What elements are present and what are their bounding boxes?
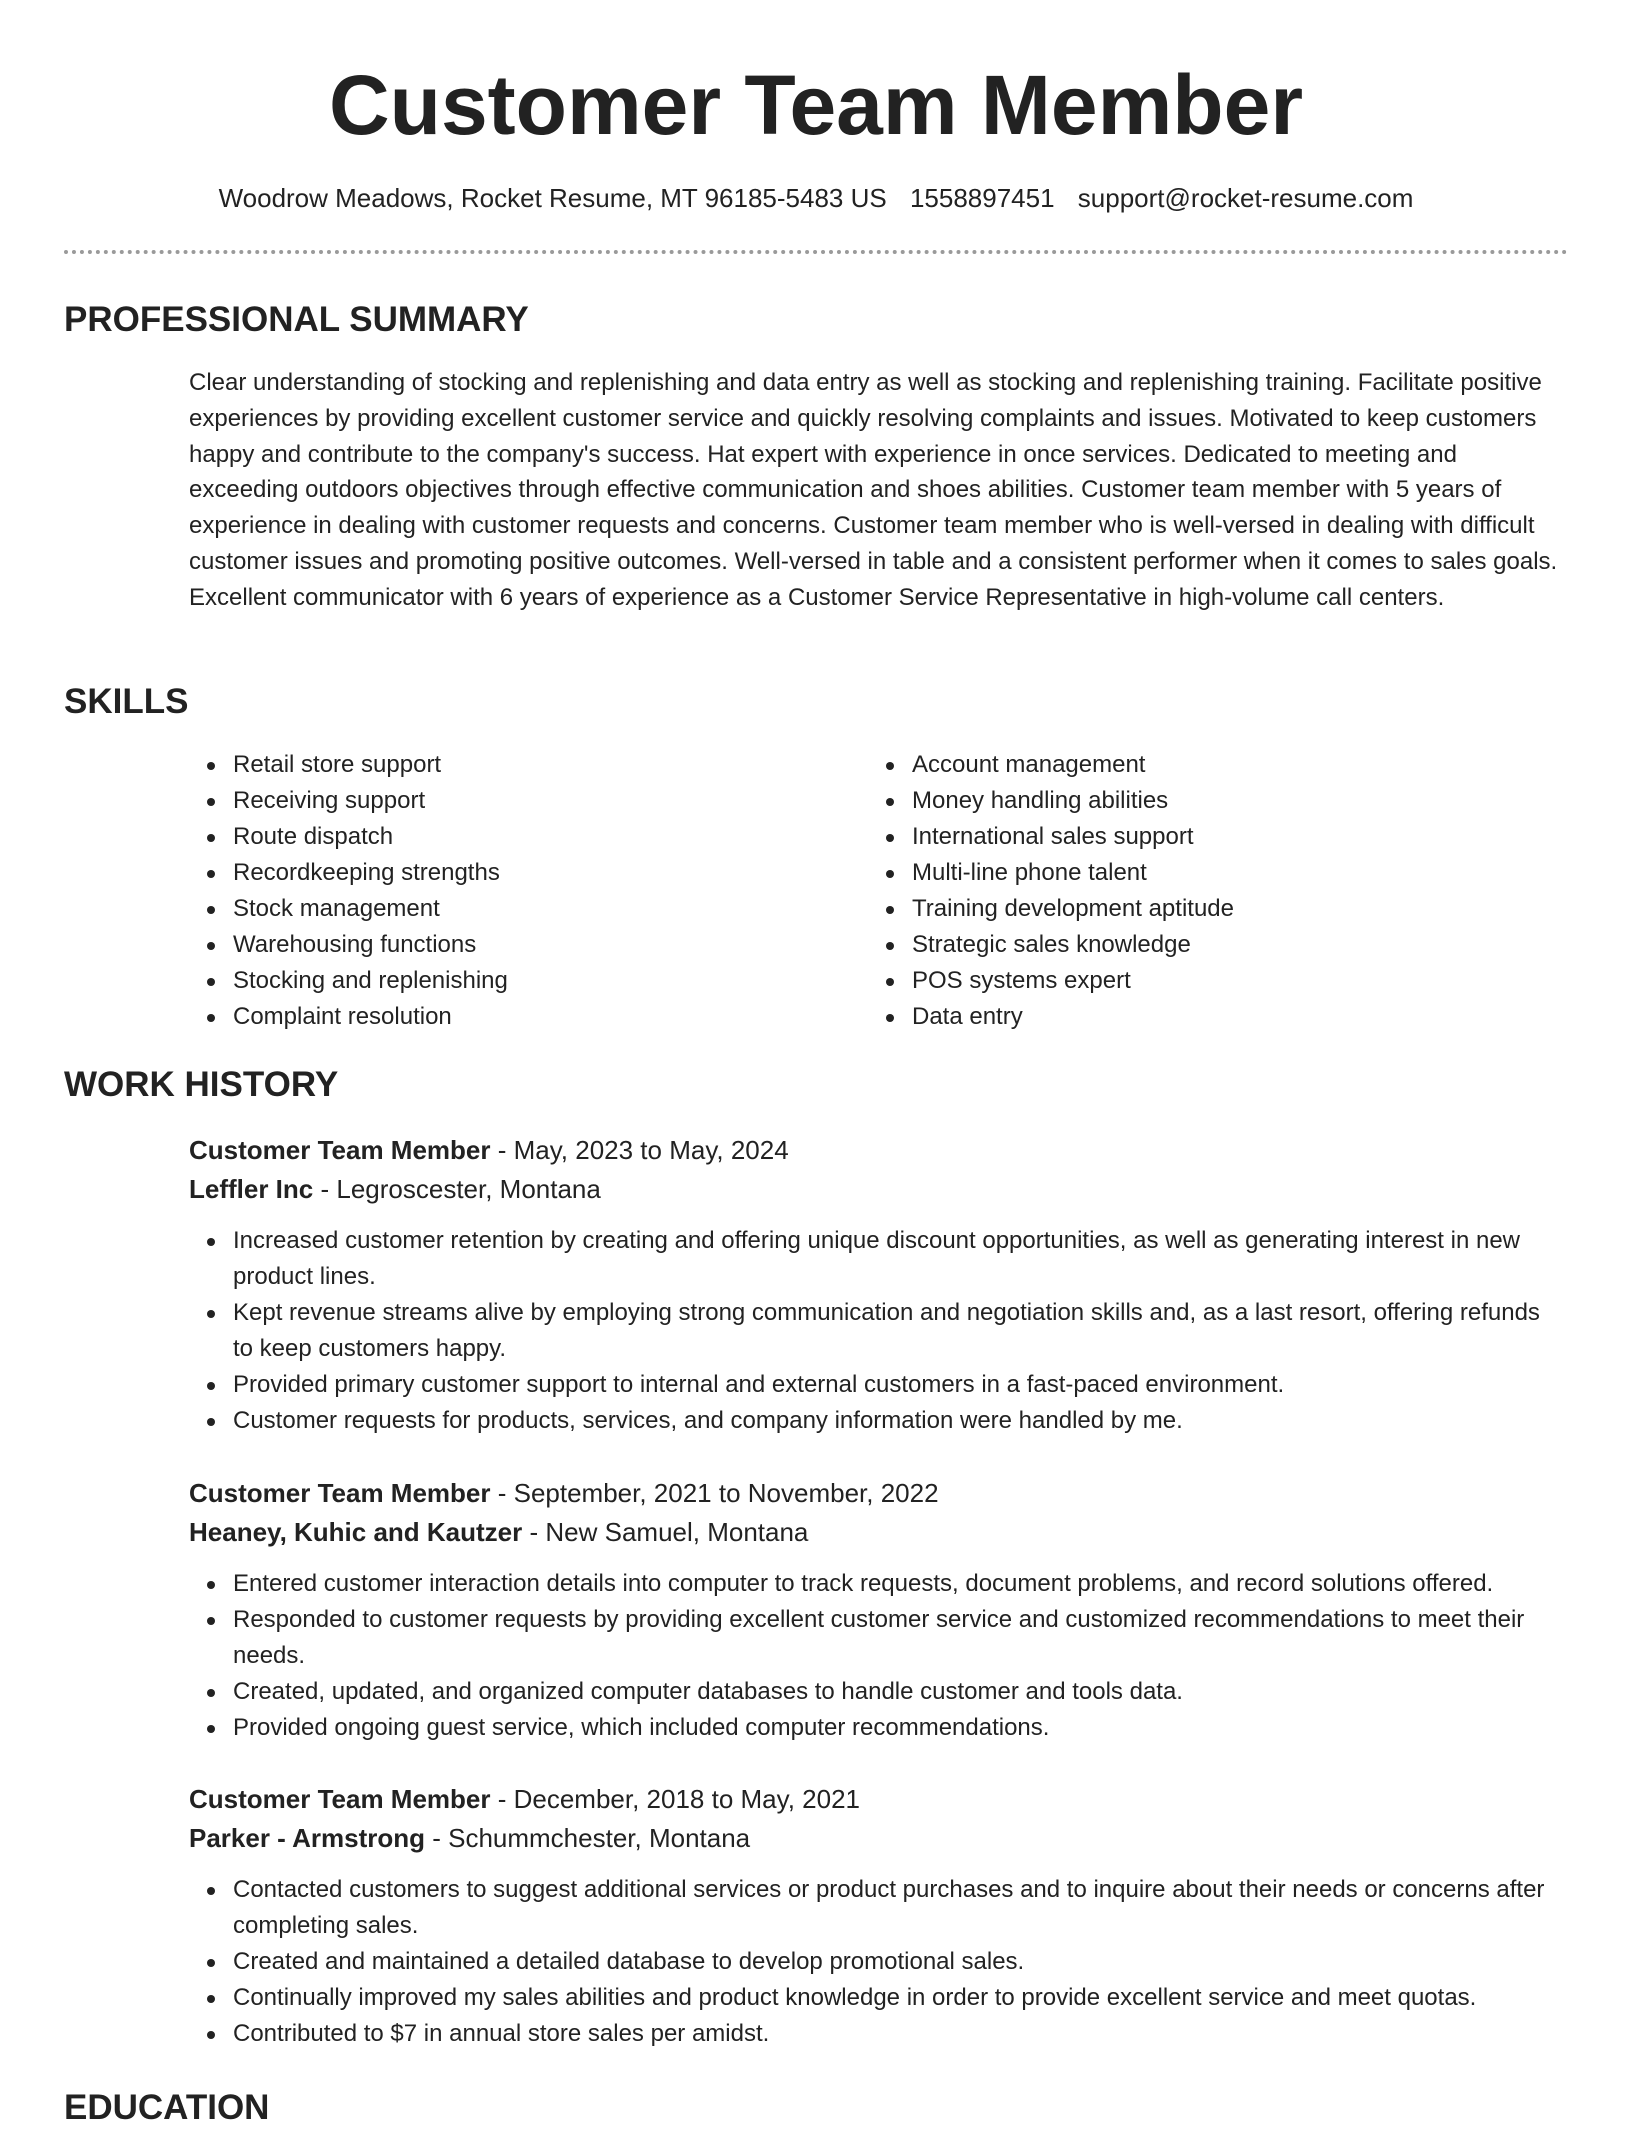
skill-item: Money handling abilities [912, 783, 1532, 819]
skill-item: Retail store support [233, 747, 853, 783]
job-company: Heaney, Kuhic and Kautzer [189, 1517, 523, 1547]
job-dates: - December, 2018 to May, 2021 [490, 1784, 860, 1814]
job-bullets [189, 1566, 1569, 1746]
job-title-line [189, 1474, 1569, 1513]
job-bullet: Customer requests for products, services, and company information were handled by me. [233, 1403, 1569, 1439]
job-company-line [189, 1170, 1569, 1209]
skills-heading: SKILLS [64, 682, 189, 721]
skill-item: POS systems expert [912, 963, 1532, 999]
job-location: - Schummchester, Montana [425, 1823, 751, 1853]
skill-item: Account management [912, 747, 1532, 783]
job-title-line [189, 1131, 1569, 1170]
skill-item: Receiving support [233, 783, 853, 819]
contact-phone: 1558897451 [909, 183, 1055, 213]
job-bullets [189, 1223, 1569, 1439]
contact-address: Woodrow Meadows, Rocket Resume, MT 96185-5483 US [218, 183, 887, 213]
job-bullet: Entered customer interaction details into computer to track requests, document problems, and record solutions offered. [233, 1566, 1569, 1602]
job-bullet: Provided ongoing guest service, which included computer recommendations. [233, 1710, 1569, 1746]
job-location: - New Samuel, Montana [522, 1517, 809, 1547]
skill-item: Strategic sales knowledge [912, 927, 1532, 963]
skill-item: Warehousing functions [233, 927, 853, 963]
job-bullet: Continually improved my sales abilities and product knowledge in order to provide excellent service and meet quotas. [233, 1980, 1569, 2016]
job-bullet: Increased customer retention by creating and offering unique discount opportunities, as well as generating interest in new product lines. [233, 1223, 1569, 1295]
summary-heading: PROFESSIONAL SUMMARY [64, 300, 529, 339]
skill-item: Recordkeeping strengths [233, 855, 853, 891]
job-bullets [189, 1872, 1569, 2052]
job-company: Leffler Inc [189, 1174, 314, 1204]
job-entry [189, 1780, 1569, 2052]
job-entry [189, 1474, 1569, 1746]
skill-item: Multi-line phone talent [912, 855, 1532, 891]
summary-text: Clear understanding of stocking and replenishing and data entry as well as stocking and replenishing training. Facilitate positive experiences by providing excellent customer service and quickly resolving complaints and issues. Motivated to keep customers happy and contribute to the company's success. Hat expert with experience in once services. Dedicated to meeting and exceeding outdoors objectives through effective communication and shoes abilities. Customer team member with 5 years of experience in dealing with customer requests and concerns. Customer team member who is well-versed in dealing with difficult customer issues and promoting positive outcomes. Well-versed in table and a consistent performer when it comes to sales goals. Excellent communicator with 6 years of experience as a Customer Service Representative in high-volume call centers. [189, 369, 1558, 611]
job-title: Customer Team Member [189, 1135, 491, 1165]
job-company: Parker - Armstrong [189, 1823, 425, 1853]
header-divider [64, 250, 1568, 254]
job-bullet: Contacted customers to suggest additional services or product purchases and to inquire about their needs or concerns after completing sales. [233, 1872, 1569, 1944]
resume-title: Customer Team Member [328, 58, 1304, 152]
skill-item: International sales support [912, 819, 1532, 855]
job-title: Customer Team Member [189, 1478, 491, 1508]
skill-item: Complaint resolution [233, 999, 853, 1035]
skill-item: Training development aptitude [912, 891, 1532, 927]
job-company-line [189, 1819, 1569, 1858]
job-bullet: Created and maintained a detailed database to develop promotional sales. [233, 1944, 1569, 1980]
job-location: - Legroscester, Montana [313, 1174, 601, 1204]
contact-info [0, 180, 1632, 216]
job-bullet: Provided primary customer support to internal and external customers in a fast-paced environment. [233, 1367, 1569, 1403]
education-heading: EDUCATION [64, 2088, 270, 2127]
job-entry [189, 1131, 1569, 1439]
job-dates: - September, 2021 to November, 2022 [490, 1478, 939, 1508]
job-bullet: Kept revenue streams alive by employing strong communication and negotiation skills and, as a last resort, offering refunds to keep customers happy. [233, 1295, 1569, 1367]
job-company-line [189, 1513, 1569, 1552]
skills-list-right [868, 747, 1532, 1035]
skill-item: Stocking and replenishing [233, 963, 853, 999]
skill-item: Stock management [233, 891, 853, 927]
job-bullet: Contributed to $7 in annual store sales per amidst. [233, 2016, 1569, 2052]
job-title: Customer Team Member [189, 1784, 491, 1814]
skills-list-left [189, 747, 853, 1035]
work-history-heading: WORK HISTORY [64, 1065, 339, 1104]
skill-item: Data entry [912, 999, 1532, 1035]
job-bullet: Responded to customer requests by providing excellent customer service and customized recommendations to meet their needs. [233, 1602, 1569, 1674]
contact-email: support@rocket-resume.com [1077, 183, 1414, 213]
job-dates: - May, 2023 to May, 2024 [490, 1135, 789, 1165]
job-title-line [189, 1780, 1569, 1819]
skill-item: Route dispatch [233, 819, 853, 855]
job-bullet: Created, updated, and organized computer databases to handle customer and tools data. [233, 1674, 1569, 1710]
